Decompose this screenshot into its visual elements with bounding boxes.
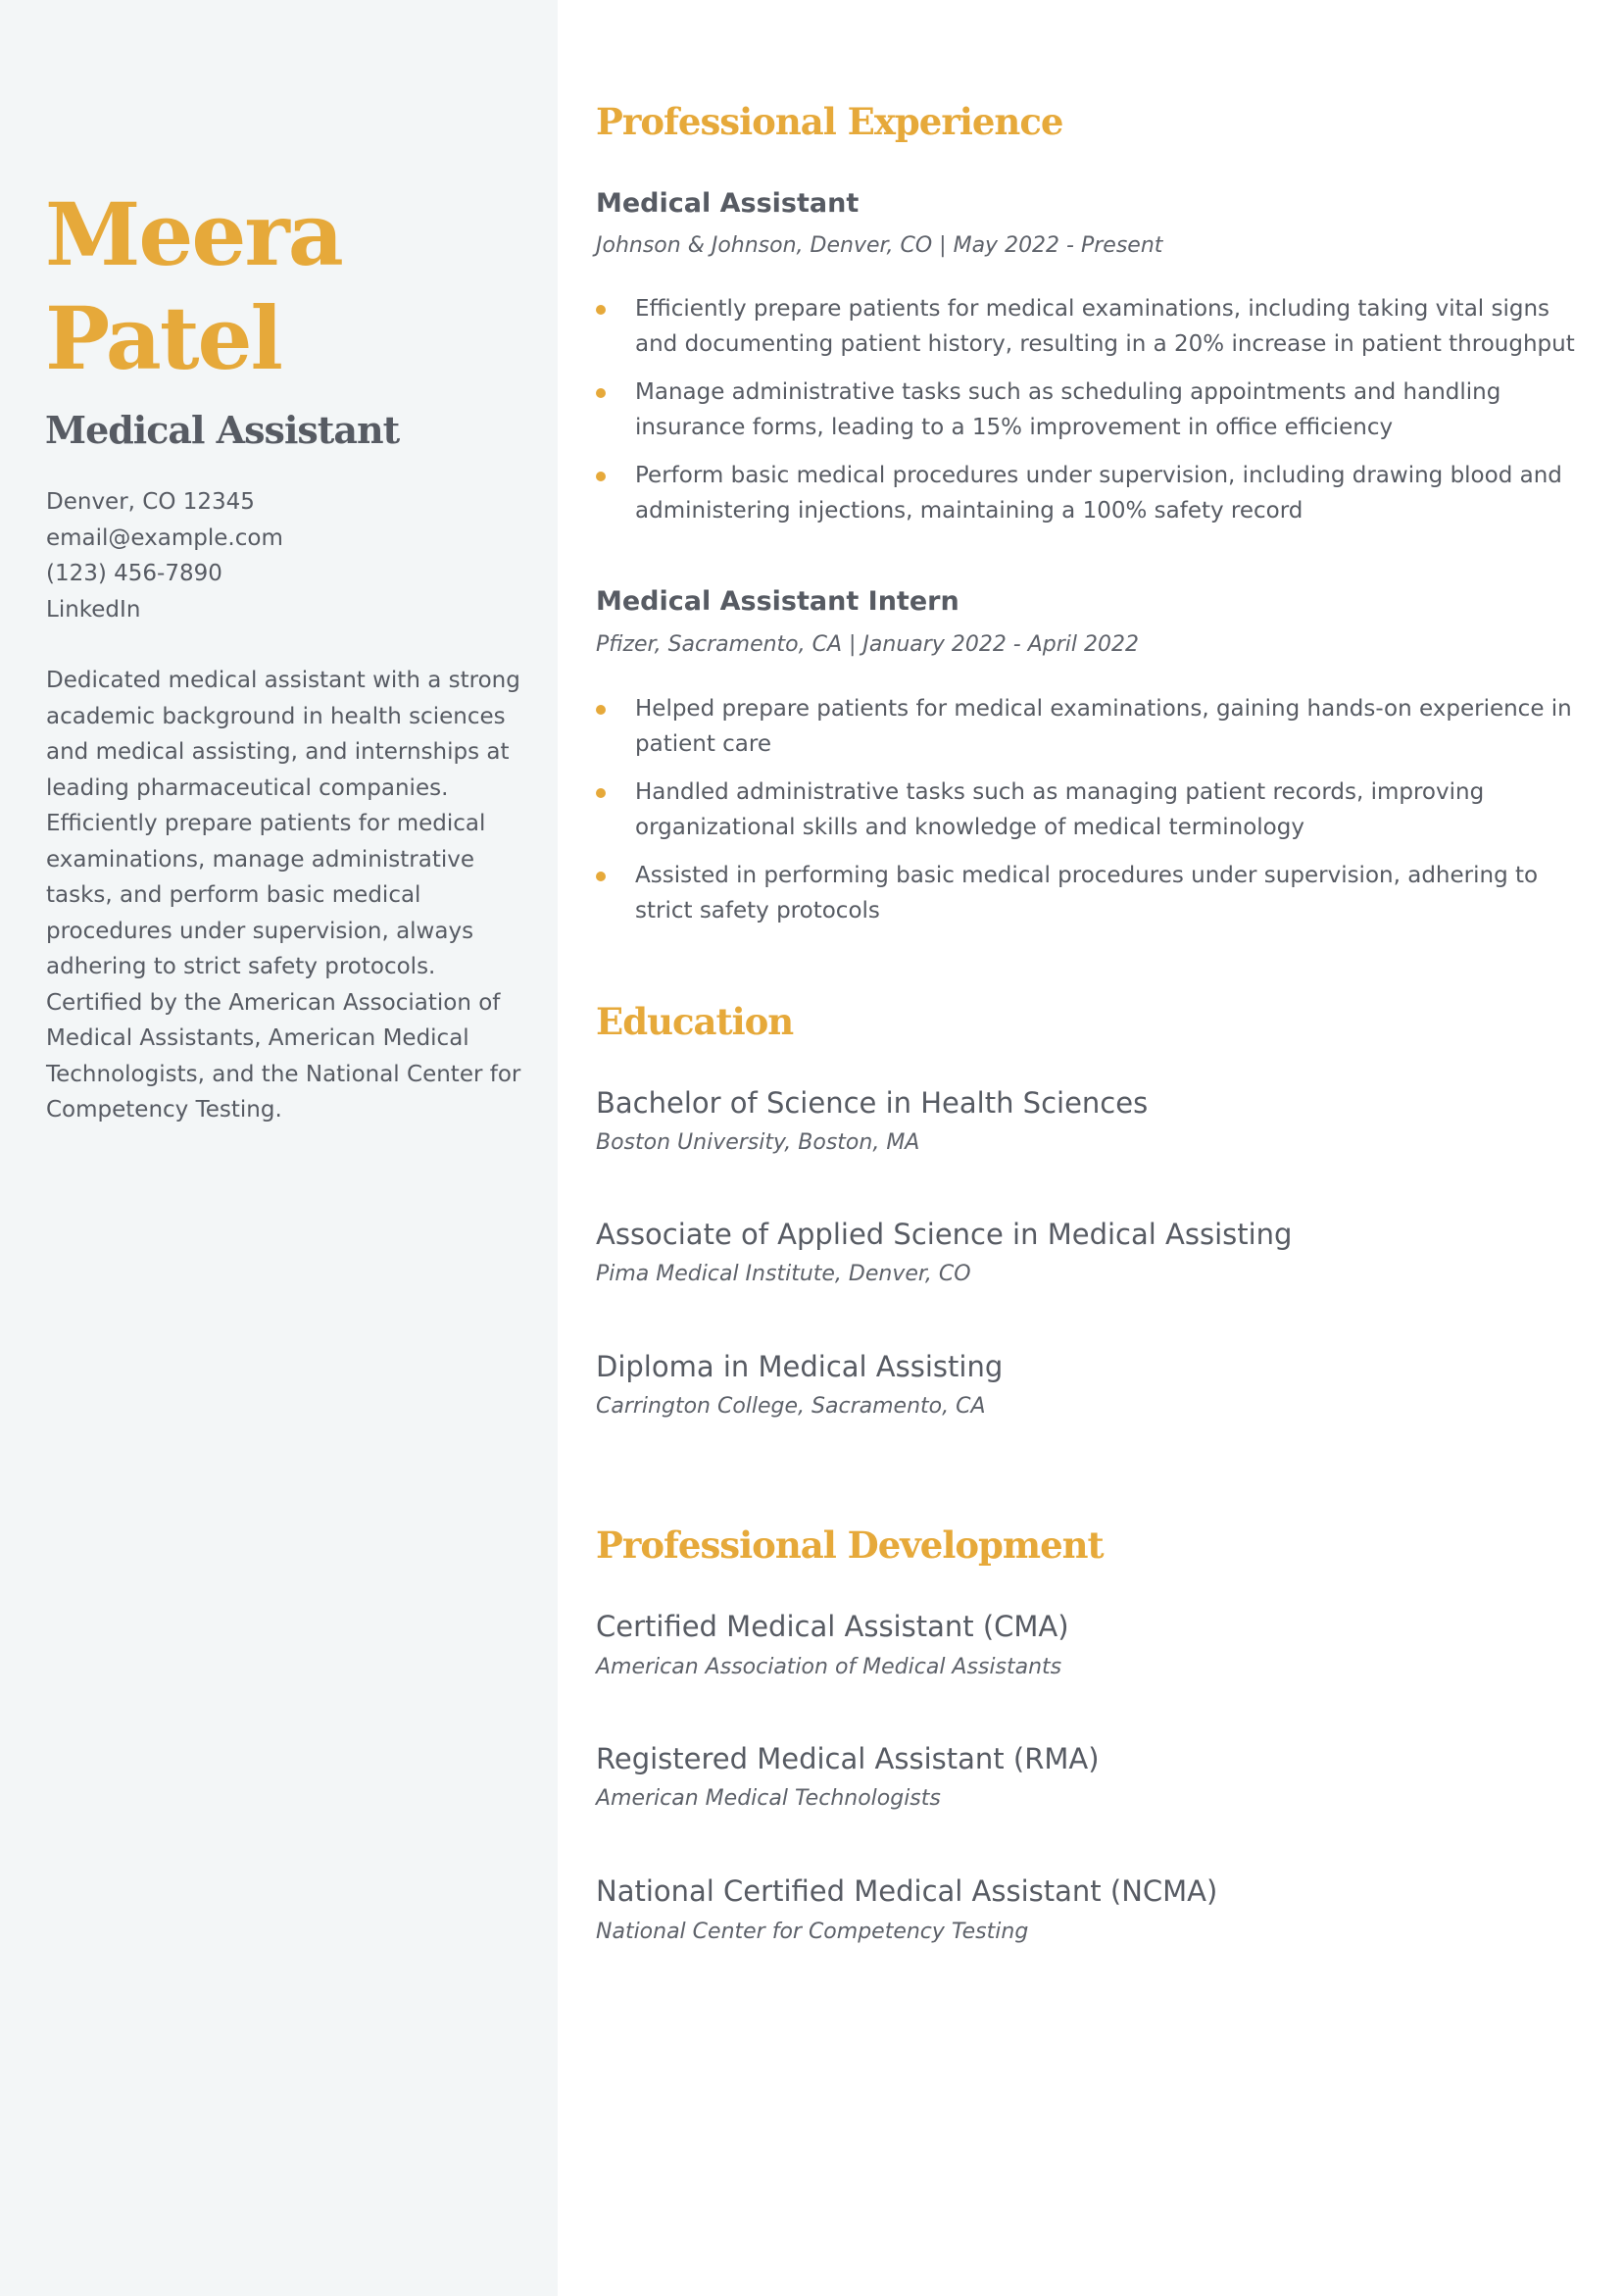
bullet-item — [596, 775, 1576, 845]
certification-org: American Association of Medical Assistants — [596, 1655, 1062, 1679]
education-degree: Bachelor of Science in Health Sciences — [596, 1086, 1149, 1120]
bullet-dot-icon — [596, 788, 606, 798]
section-title-experience: Professional Experience — [596, 100, 1063, 143]
sidebar — [0, 0, 558, 2296]
bullet-item — [596, 375, 1576, 445]
education-degree: Diploma in Medical Assisting — [596, 1350, 1004, 1383]
bullet-dot-icon — [596, 388, 606, 398]
certification-org: American Medical Technologists — [596, 1786, 941, 1811]
certification-org: National Center for Competency Testing — [596, 1920, 1029, 1944]
job-meta: Pfizer, Sacramento, CA | January 2022 - April 2022 — [596, 632, 1140, 657]
bullet-dot-icon — [596, 705, 606, 715]
bullet-dot-icon — [596, 872, 606, 881]
job-bullets — [596, 292, 1576, 542]
job-role: Medical Assistant — [596, 188, 860, 219]
job-title: Medical Assistant — [45, 408, 400, 452]
education-school: Boston University, Boston, MA — [596, 1130, 920, 1155]
job-bullets — [596, 692, 1576, 942]
bullet-text: Efficiently prepare patients for medical examinations, including taking vital signs and documenting patient history, resulting in a 20% increase in patient throughput — [635, 296, 1575, 357]
certification-name: National Certified Medical Assistant (NCMA) — [596, 1874, 1218, 1908]
certification-name: Registered Medical Assistant (RMA) — [596, 1742, 1100, 1775]
contact-linkedin: LinkedIn — [46, 596, 141, 623]
bullet-item — [596, 692, 1576, 762]
education-school: Pima Medical Institute, Denver, CO — [596, 1262, 971, 1286]
contact-location: Denver, CO 12345 — [46, 489, 255, 515]
section-title-development: Professional Development — [596, 1523, 1104, 1567]
job-meta: Johnson & Johnson, Denver, CO | May 2022 - Present — [596, 233, 1163, 258]
bullet-item — [596, 859, 1576, 928]
bullet-text: Perform basic medical procedures under supervision, including drawing blood and administering injections, maintaining a 100% safety record — [635, 463, 1562, 524]
job-role: Medical Assistant Intern — [596, 586, 959, 617]
bullet-item — [596, 292, 1576, 362]
bullet-item — [596, 459, 1576, 528]
bullet-dot-icon — [596, 305, 606, 315]
certification-name: Certified Medical Assistant (CMA) — [596, 1610, 1069, 1643]
bullet-text: Manage administrative tasks such as scheduling appointments and handling insurance forms, leading to a 15% improvement in office efficiency — [635, 379, 1501, 440]
contact-info — [46, 484, 283, 627]
bullet-text: Handled administrative tasks such as managing patient records, improving organizational skills and knowledge of medical terminology — [635, 779, 1485, 840]
first-name: Meera — [45, 183, 342, 285]
bullet-text: Helped prepare patients for medical examinations, gaining hands-on experience in patient care — [635, 696, 1572, 757]
section-title-education: Education — [596, 1000, 794, 1043]
bullet-text: Assisted in performing basic medical procedures under supervision, adhering to strict safety protocols — [635, 863, 1539, 923]
contact-email: email@example.com — [46, 524, 283, 551]
education-degree: Associate of Applied Science in Medical Assisting — [596, 1218, 1293, 1251]
last-name: Patel — [45, 287, 281, 389]
candidate-name — [45, 182, 535, 390]
contact-phone: (123) 456-7890 — [46, 561, 222, 586]
education-school: Carrington College, Sacramento, CA — [596, 1394, 986, 1419]
summary: Dedicated medical assistant with a strong academic background in health sciences and medical assisting, and internships at leading pharmaceutical companies. Efficiently prepare patients for medical examinations, manage administrative tasks, and perform basic medical procedures under supervision, always adhering to strict safety protocols. Certified by the American Association of Medical Assistants, American Medical Technologists, and the National Center for Competency Testing. — [46, 668, 521, 1123]
bullet-dot-icon — [596, 472, 606, 481]
